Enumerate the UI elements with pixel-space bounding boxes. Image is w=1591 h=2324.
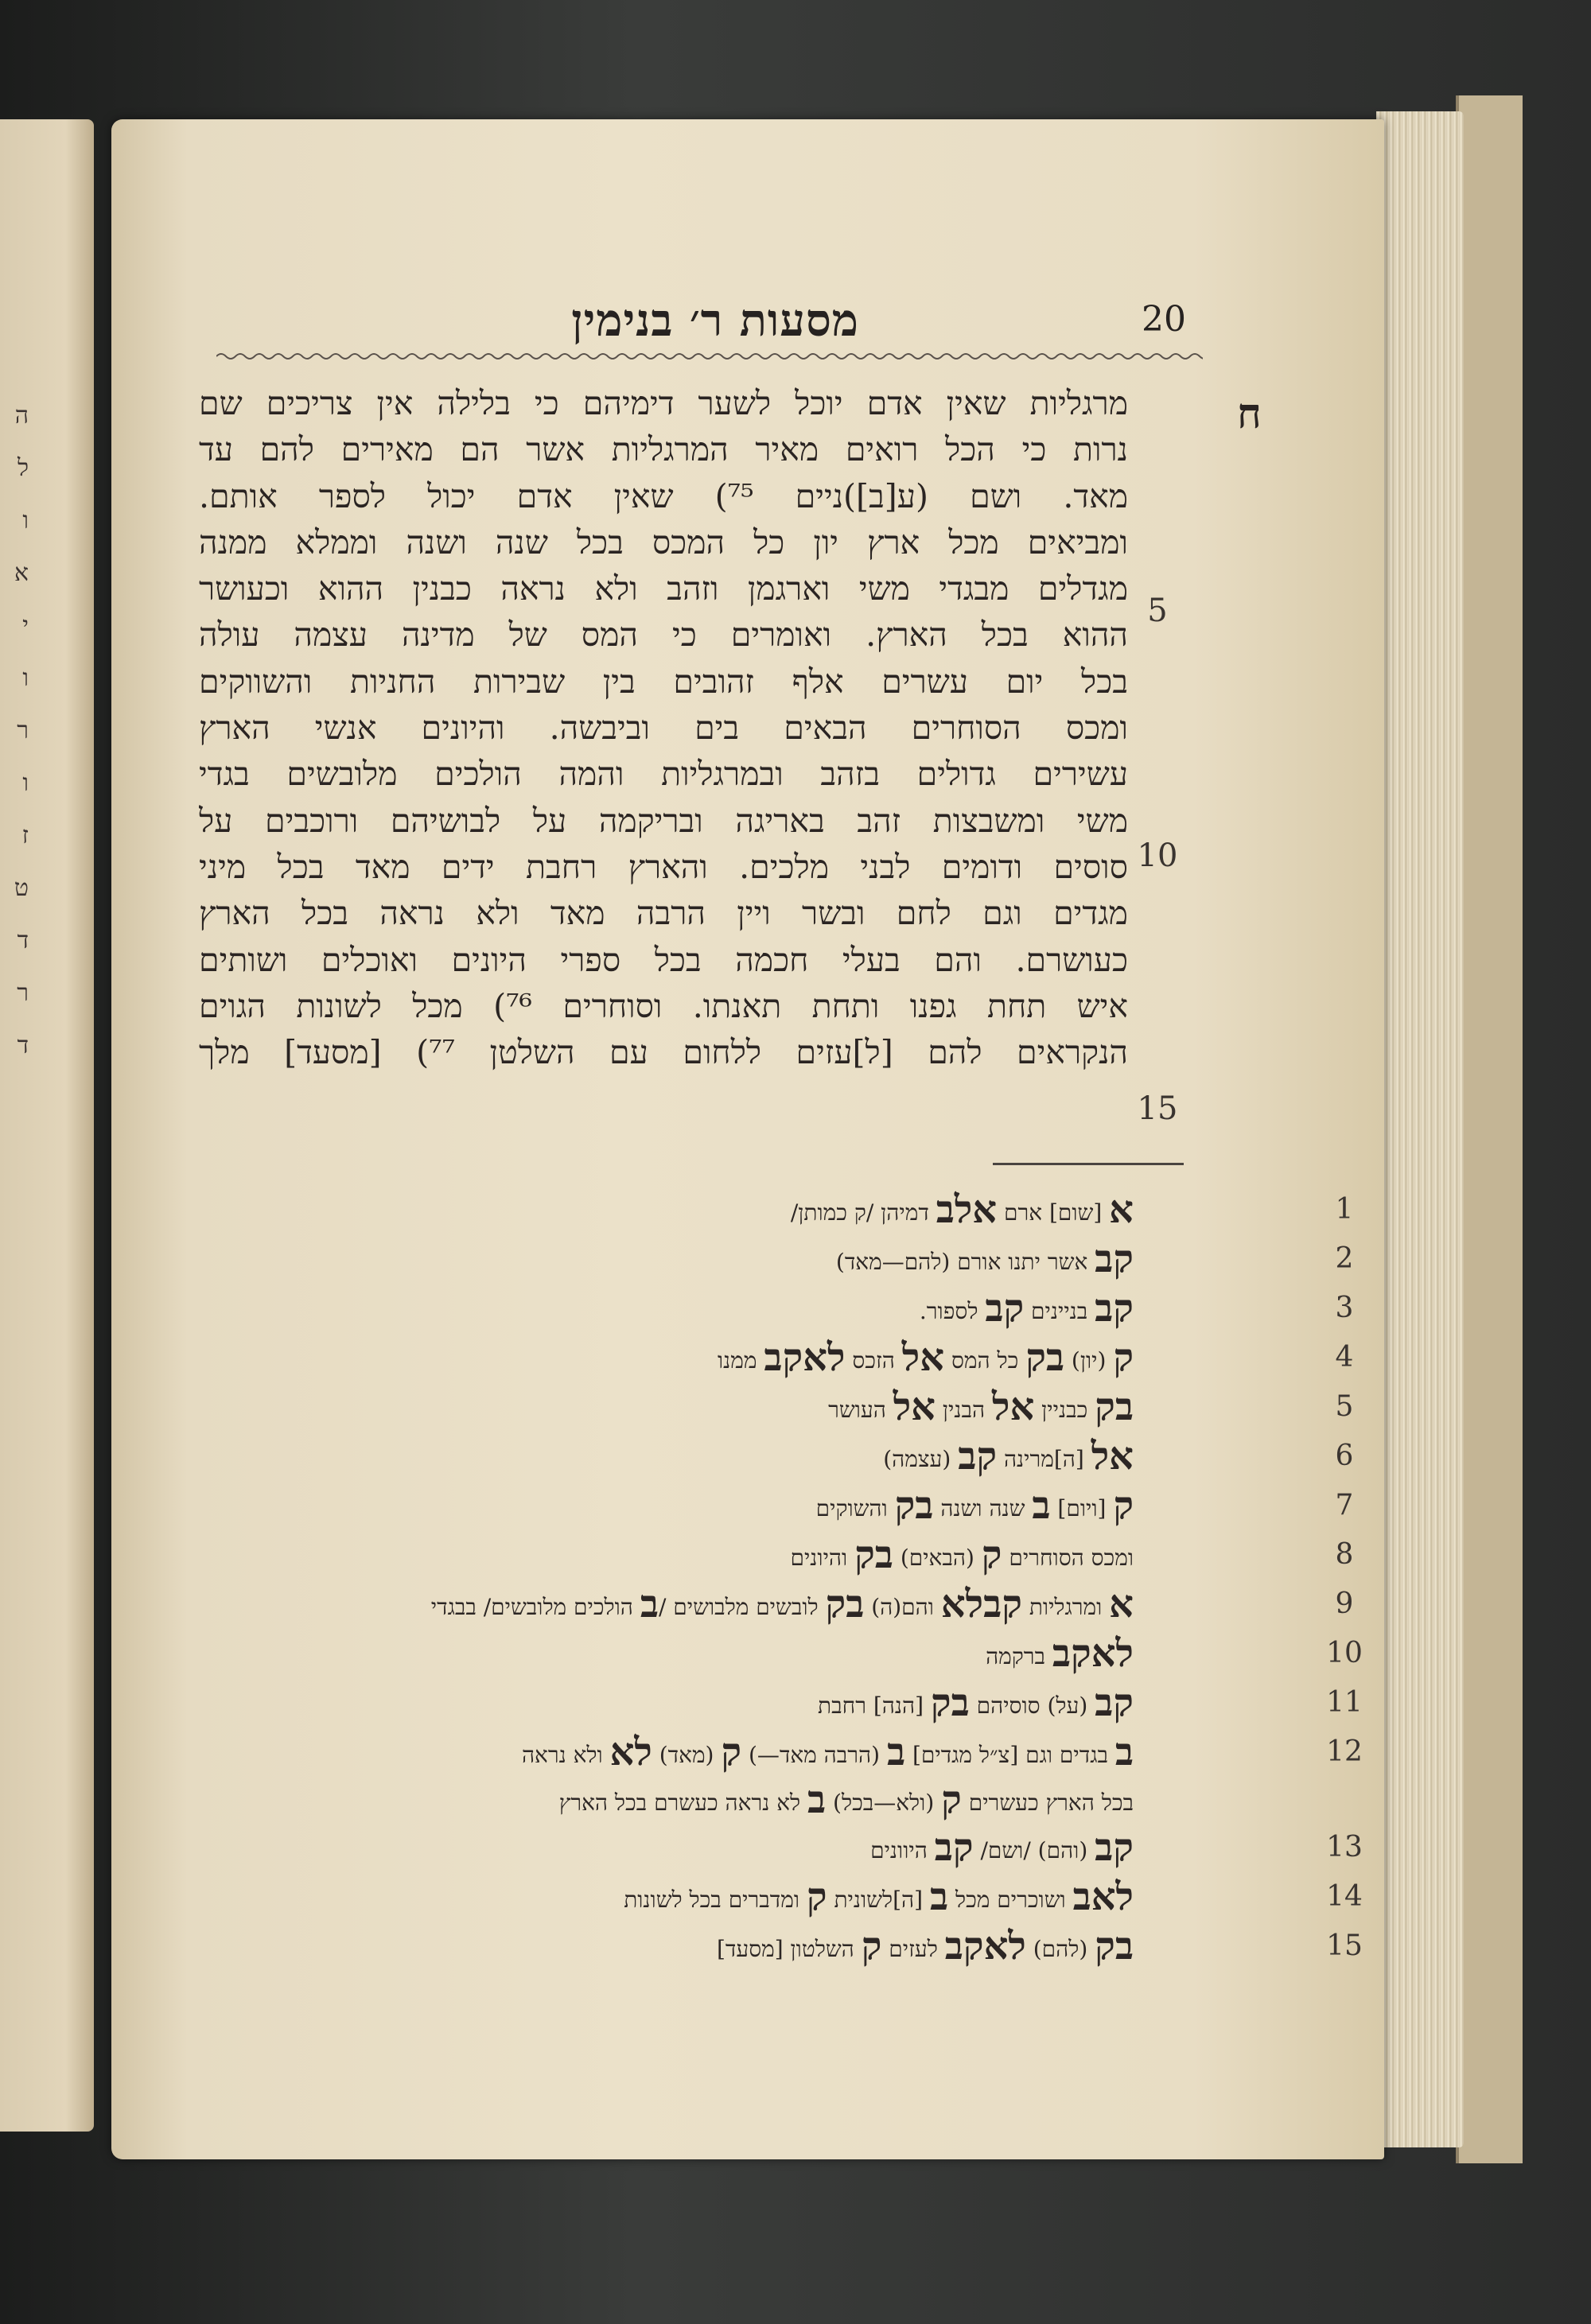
variant-note <box>195 1333 1354 1382</box>
text-line: כעושרם. והם בעלי חכמה בכל ספרי היונים ואוכלים ושותים <box>199 940 1128 979</box>
variant-note-text: ב בגדים וגם [צ״ל מגדים] ב (הרבה מאד—) ק (מאד) לא ולא נראה <box>521 1730 1134 1774</box>
notes-divider <box>993 1163 1184 1165</box>
wavy-rule <box>216 348 1203 364</box>
variant-note-number: 13 <box>1326 1831 1363 1863</box>
variant-note-text: קב (והם) /ושם/ קב היוונים <box>870 1825 1134 1870</box>
left-margin-char: ד <box>17 927 29 954</box>
variant-note-text: ומכס הסוחרים ק (הבאים) בק והיונים <box>790 1533 1134 1577</box>
left-page-margin-text <box>5 390 29 1072</box>
variant-note <box>195 1530 1354 1580</box>
variant-note-text: לאב ושוכרים מכל ב [ה]לשונית ק ומדברים בכל לשונות <box>624 1875 1134 1919</box>
text-line: ומכס הסוחרים הבאים בים וביבשה. והיונים אנשי הארץ <box>199 709 1128 748</box>
variant-note-number: 3 <box>1335 1292 1354 1324</box>
sheet-mark: ח <box>1237 390 1262 438</box>
left-margin-char: ה <box>14 402 29 429</box>
text-line: סוסים ודומים לבני מלכים. והארץ רחבת ידים מאד בכל מיני <box>199 847 1128 886</box>
variant-note <box>195 1678 1363 1727</box>
line-number-5: 5 <box>1147 593 1168 629</box>
left-margin-char: ל <box>17 454 29 482</box>
variant-note-number: 7 <box>1335 1489 1354 1521</box>
left-margin-char: י <box>22 612 29 639</box>
variant-note-text: ק [ויום] ב שנה ושנה בק והשוקים <box>815 1483 1134 1528</box>
page-edges <box>1376 111 1464 2147</box>
text-line: עשירים גדולים בזהב ובמרגליות והמה הולכים מלובשים בגדי <box>199 755 1128 794</box>
left-margin-char: א <box>14 559 29 587</box>
variant-note-number: 10 <box>1326 1637 1363 1669</box>
text-line: איש תחת גפנו ותחת תאנתו. וסוחרים ⁷⁶) מכל לשונות הגוים <box>199 986 1128 1025</box>
running-header <box>207 294 1209 350</box>
text-line: ומביאים מכל ארץ יון כל המכס בכל שנה ושנה וממלא ממנה <box>199 523 1128 562</box>
text-line: משי ומשבצות זהב באריגה ובריקמה על לבושיהם ורוכבים על <box>199 801 1128 840</box>
line-number-15: 15 <box>1137 1090 1178 1127</box>
variant-note <box>195 1727 1363 1777</box>
left-margin-char: ו <box>22 769 29 797</box>
left-margin-char: ט <box>14 874 29 902</box>
variant-note <box>195 1629 1363 1678</box>
text-line: מגדלים מבגדי משי וארגמן וזהב ולא נראה כבנין ההוא וכעושר <box>199 569 1128 608</box>
variant-note-number: 12 <box>1326 1735 1363 1768</box>
variant-note-number: 8 <box>1335 1538 1354 1571</box>
line-number-10: 10 <box>1137 837 1178 874</box>
left-margin-char: ד <box>17 1032 29 1059</box>
variant-note-number: 9 <box>1335 1588 1354 1620</box>
variant-note-number: 4 <box>1335 1341 1354 1374</box>
variant-note-number: 5 <box>1335 1390 1354 1423</box>
page-number: 20 <box>1142 299 1186 340</box>
running-title: מסעות ר׳ בנימין <box>571 294 859 347</box>
variant-notes <box>195 1185 1363 1971</box>
variant-note <box>195 1777 1134 1823</box>
variant-note-text: א ומרגליות קבלא והם(ה) בק לובשים מלבושים /ב הולכים מלובשים/ בבגדי <box>430 1582 1134 1626</box>
left-margin-char: ו <box>22 507 29 534</box>
variant-note <box>195 1872 1363 1922</box>
variant-note-number: 11 <box>1326 1686 1363 1719</box>
variant-note-text: בק כבניין אל הבנין אל העושר <box>828 1385 1134 1429</box>
left-margin-char: ז <box>21 822 29 849</box>
book-cover-edge <box>1456 95 1523 2163</box>
variant-note <box>195 1481 1354 1530</box>
variant-note-text: אל [ה]מרינה קב (עצמה) <box>883 1434 1134 1479</box>
variant-note-text: ק (יון) בק כל המס אל הזכס לאקב ממנו <box>717 1335 1134 1380</box>
left-margin-char: ר <box>17 717 29 744</box>
variant-note-number: 2 <box>1335 1242 1354 1275</box>
variant-note <box>195 1185 1354 1234</box>
variant-note-text: בכל הארץ כעשרים ק (ולא—בכל) ב לא נראה כעשרם בכל הארץ <box>558 1778 1134 1822</box>
variant-note <box>195 1382 1354 1432</box>
variant-note <box>195 1922 1363 1971</box>
variant-note-text: קב (על) סוסיהם בק [הנה] רחבת <box>818 1681 1134 1725</box>
text-line: בכל יום עשרים אלף זהובים בין שבירות החניות והשווקים <box>199 662 1128 701</box>
text-line: ההוא בכל הארץ. ואומרים כי המס של מדינה עצמה עולה <box>199 616 1128 655</box>
variant-note <box>195 1234 1354 1284</box>
variant-note-number: 1 <box>1335 1193 1354 1226</box>
variant-note-text: א [שום] ארם אלב דמיהן /ק כמותן/ <box>790 1187 1134 1232</box>
variant-note <box>195 1432 1354 1481</box>
variant-note <box>195 1284 1354 1333</box>
main-text <box>199 380 1128 1075</box>
text-line: מרגליות שאין אדם יוכל לשער דימיהם כי בלילה אין צריכים שם <box>199 384 1128 422</box>
text-line: מגדים וגם לחם ובשר ויין הרבה מאד ולא נראה בכל הארץ <box>199 894 1128 933</box>
variant-note-text: לאקב ברקמה <box>986 1631 1134 1676</box>
variant-note-text: קב בניינים קב לספור. <box>919 1286 1134 1331</box>
text-line: הנקראים להם [ל]עזים ללחום עם השלטן ⁷⁷) [מסעד] מלך <box>199 1033 1128 1072</box>
variant-note-number: 14 <box>1326 1880 1363 1913</box>
text-line: נרות כי הכל רואים מאיר המרגליות אשר הם מאירים להם עד <box>199 430 1128 469</box>
left-page-fragment <box>0 119 94 2132</box>
variant-note-text: בק (להם) לאקב לעזים ק השלטון [מסעד] <box>716 1924 1134 1968</box>
variant-note-text: קב אשר יתנו אורם (להם—מאד) <box>835 1237 1134 1281</box>
left-margin-char: ו <box>22 664 29 692</box>
variant-note <box>195 1580 1354 1629</box>
variant-note <box>195 1823 1363 1872</box>
variant-note-number: 15 <box>1326 1930 1363 1962</box>
left-margin-char: ר <box>17 979 29 1007</box>
text-line: מאד. ושם (ע[ב])ניים ⁷⁵) שאין אדם יכול לספר אותם. <box>199 476 1128 515</box>
variant-note-number: 6 <box>1335 1440 1354 1472</box>
